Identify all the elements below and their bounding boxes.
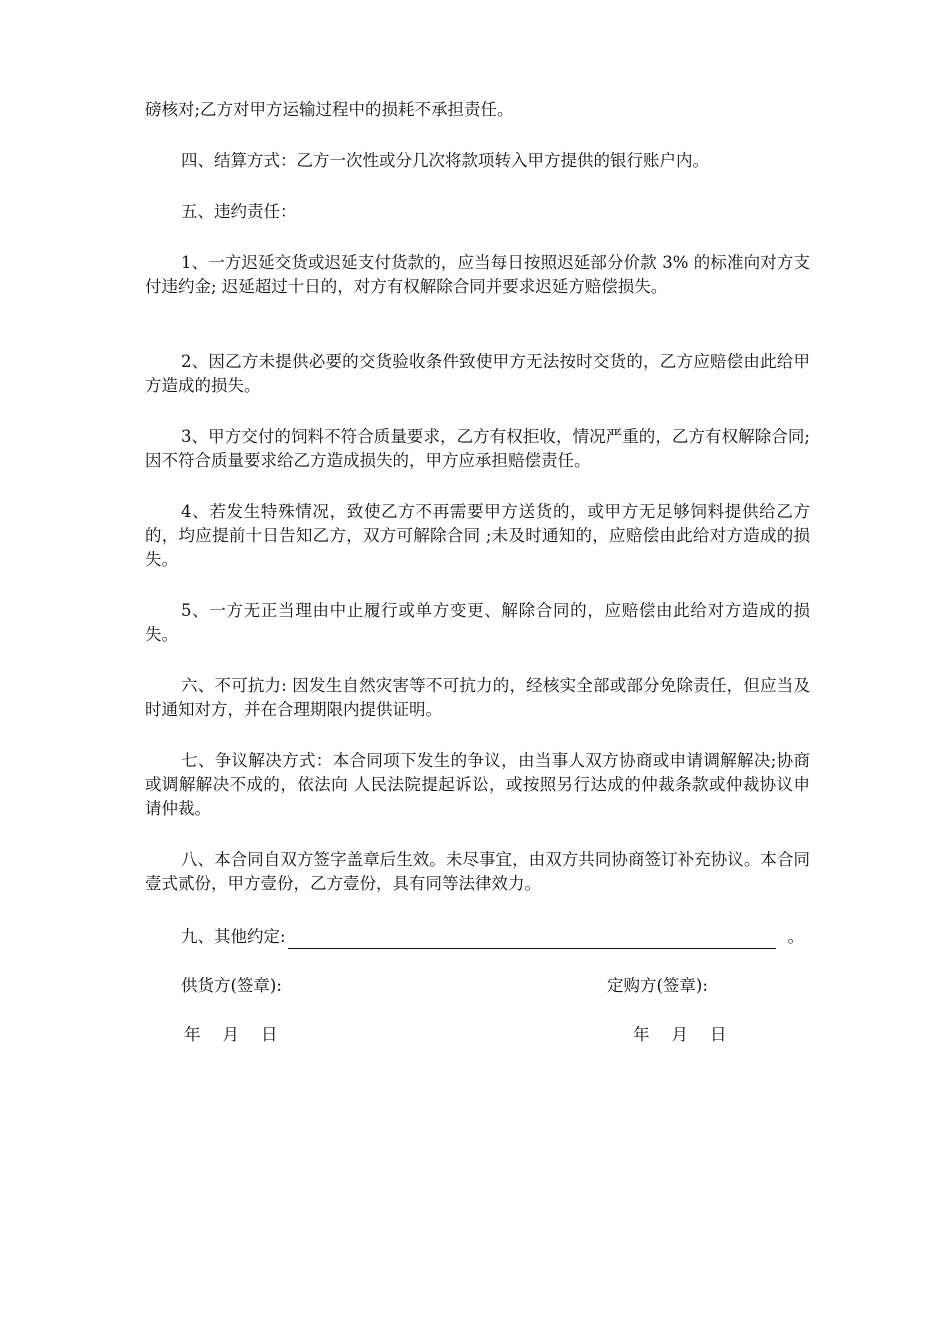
supplier-date-year: 年 [184, 1025, 201, 1044]
other-agreement-line [181, 925, 821, 949]
paragraph-effectiveness: 八、本合同自双方签字盖章后生效。未尽事宜，由双方共同协商签订补充协议。本合同壹式贰份，甲方壹份，乙方壹份，具有同等法律效力。 [145, 850, 810, 893]
buyer-signature-label: 定购方(签章): [607, 976, 708, 995]
buyer-date-line [633, 1023, 727, 1047]
other-agreement-label: 九、其他约定: [181, 927, 286, 946]
paragraph-breach-clause-2: 2、因乙方未提供必要的交货验收条件致使甲方无法按时交货的，乙方应赔偿由此给甲方造成的损失。 [145, 352, 810, 395]
supplier-date-day: 日 [261, 1025, 278, 1044]
supplier-date-month: 月 [222, 1025, 239, 1044]
supplier-date-line [184, 1023, 278, 1047]
paragraph-breach-liability-heading: 五、违约责任： [181, 202, 297, 221]
paragraph-breach-clause-5: 5、一方无正当理由中止履行或单方变更、解除合同的，应赔偿由此给对方造成的损失。 [145, 601, 810, 644]
other-agreement-end: 。 [787, 927, 805, 946]
paragraph-dispute-resolution: 七、争议解决方式：本合同项下发生的争议，由当事人双方协商或申请调解解决;协商或调解解决不成的，依法向 人民法院提起诉讼，或按照另行达成的仲裁条款或仲裁协议申请仲裁。 [145, 751, 810, 818]
paragraph-breach-clause-3: 3、甲方交付的饲料不符合质量要求，乙方有权拒收，情况严重的，乙方有权解除合同;因不符合质量要求给乙方造成损失的，甲方应承担赔偿责任。 [145, 427, 810, 470]
other-agreement-blank[interactable] [288, 929, 776, 949]
buyer-date-month: 月 [671, 1025, 688, 1044]
paragraph-breach-clause-1: 1、一方迟延交货或迟延支付货款的，应当每日按照迟延部分价款 3% 的标准向对方支付违约金; 迟延超过十日的，对方有权解除合同并要求迟延方赔偿损失。 [145, 253, 810, 296]
paragraph-weighing-check: 磅核对;乙方对甲方运输过程中的损耗不承担责任。 [145, 100, 514, 119]
buyer-date-day: 日 [710, 1025, 727, 1044]
paragraph-force-majeure: 六、不可抗力: 因发生自然灾害等不可抗力的，经核实全部或部分免除责任，但应当及时通知对方，并在合理期限内提供证明。 [145, 676, 810, 719]
paragraph-breach-clause-4: 4、若发生特殊情况，致使乙方不再需要甲方送货的，或甲方无足够饲料提供给乙方的，均应提前十日告知乙方，双方可解除合同 ;未及时通知的，应赔偿由此给对方造成的损失。 [145, 502, 810, 569]
buyer-date-year: 年 [633, 1025, 650, 1044]
paragraph-settlement-method: 四、结算方式：乙方一次性或分几次将款项转入甲方提供的银行账户内。 [181, 151, 709, 170]
supplier-signature-label: 供货方(签章): [181, 976, 282, 995]
